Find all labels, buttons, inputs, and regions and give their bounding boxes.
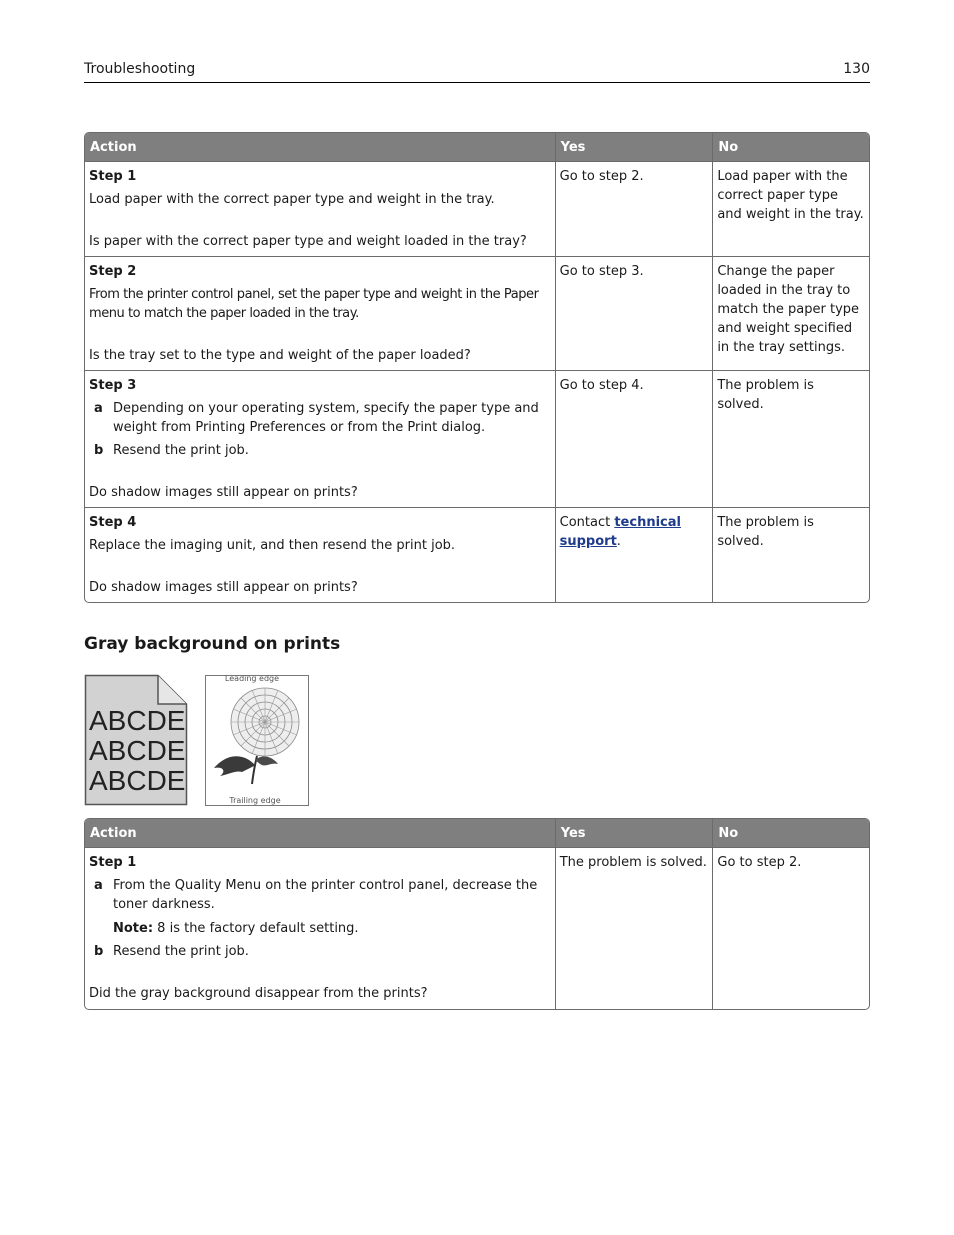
table-row	[85, 507, 869, 602]
step-label: Step 1	[89, 169, 137, 184]
substep-b	[89, 942, 550, 961]
no-cell: The problem is solved.	[712, 370, 869, 507]
substep-a	[89, 399, 550, 437]
substep-text: Depending on your operating system, specify the paper type and weight from Printing Preferences or from the Print dialog.	[113, 401, 539, 435]
action-cell	[85, 161, 555, 256]
table-row	[85, 370, 869, 507]
yes-cell	[555, 507, 713, 602]
step-label: Step 4	[89, 515, 137, 530]
doc-line-2: ABCDE	[89, 735, 186, 766]
troubleshooting-table-gray-background	[84, 818, 870, 1010]
column-header-action: Action	[85, 133, 555, 161]
table-header-row	[85, 819, 869, 847]
table-header-row	[85, 133, 869, 161]
doc-line-1: ABCDE	[89, 705, 186, 736]
yes-cell: The problem is solved.	[555, 847, 713, 1009]
action-cell	[85, 370, 555, 507]
substep-text: Resend the print job.	[113, 443, 249, 458]
step-label: Step 2	[89, 264, 137, 279]
substep-key: a	[94, 401, 103, 416]
section-name: Troubleshooting	[84, 61, 196, 77]
trailing-edge-label: Trailing edge	[229, 796, 281, 805]
step-instruction: Replace the imaging unit, and then resend the print job.	[89, 538, 456, 553]
doc-line-3: ABCDE	[89, 765, 186, 796]
column-header-action: Action	[85, 819, 555, 847]
flower-print-illustration	[205, 675, 309, 806]
substep-text: From the Quality Menu on the printer control panel, decrease the toner darkness.	[113, 878, 538, 912]
contact-text: Contact	[559, 515, 615, 530]
step-question: Is paper with the correct paper type and weight loaded in the tray?	[89, 234, 527, 249]
substep-a	[89, 876, 550, 914]
yes-cell: Go to step 3.	[555, 256, 713, 370]
step-instruction: From the printer control panel, set the paper type and weight in the Paper menu to match the paper loaded in the tray.	[89, 287, 539, 321]
action-cell	[85, 256, 555, 370]
section-title: Gray background on prints	[84, 634, 341, 654]
action-cell	[85, 507, 555, 602]
leading-edge-label: Leading edge	[224, 674, 280, 683]
column-header-no: No	[712, 819, 869, 847]
no-cell: Change the paper loaded in the tray to match the paper type and weight specified in the tray settings.	[712, 256, 869, 370]
column-header-yes: Yes	[555, 819, 713, 847]
yes-cell: Go to step 2.	[555, 161, 713, 256]
note-text: 8 is the factory default setting.	[153, 921, 359, 936]
no-cell: Go to step 2.	[712, 847, 869, 1009]
note	[89, 919, 550, 938]
yes-cell: Go to step 4.	[555, 370, 713, 507]
flower-image	[206, 676, 308, 805]
troubleshooting-table-shadow-images	[84, 132, 870, 603]
period-text: .	[616, 534, 621, 549]
no-cell: Load paper with the correct paper type and weight in the tray.	[712, 161, 869, 256]
step-label: Step 3	[89, 378, 137, 393]
substep-key: b	[94, 944, 104, 959]
action-cell	[85, 847, 555, 1009]
table-row	[85, 256, 869, 370]
note-label: Note:	[113, 921, 154, 936]
step-question: Do shadow images still appear on prints?	[89, 485, 358, 500]
step-question: Is the tray set to the type and weight of the paper loaded?	[89, 348, 471, 363]
column-header-yes: Yes	[555, 133, 713, 161]
step-question: Did the gray background disappear from the prints?	[89, 986, 428, 1001]
substep-b	[89, 441, 550, 460]
gray-background-document-illustration	[84, 674, 188, 806]
column-header-no: No	[712, 133, 869, 161]
table-row	[85, 847, 869, 1009]
page-header	[84, 60, 870, 83]
technical-support-link[interactable]: technical support	[559, 515, 681, 549]
substep-key: b	[94, 443, 104, 458]
substep-key: a	[94, 878, 103, 893]
step-label: Step 1	[89, 855, 137, 870]
step-instruction: Load paper with the correct paper type and weight in the tray.	[89, 192, 495, 207]
substep-text: Resend the print job.	[113, 944, 249, 959]
no-cell: The problem is solved.	[712, 507, 869, 602]
table-row	[85, 161, 869, 256]
step-question: Do shadow images still appear on prints?	[89, 580, 358, 595]
page-number: 130	[843, 61, 870, 77]
